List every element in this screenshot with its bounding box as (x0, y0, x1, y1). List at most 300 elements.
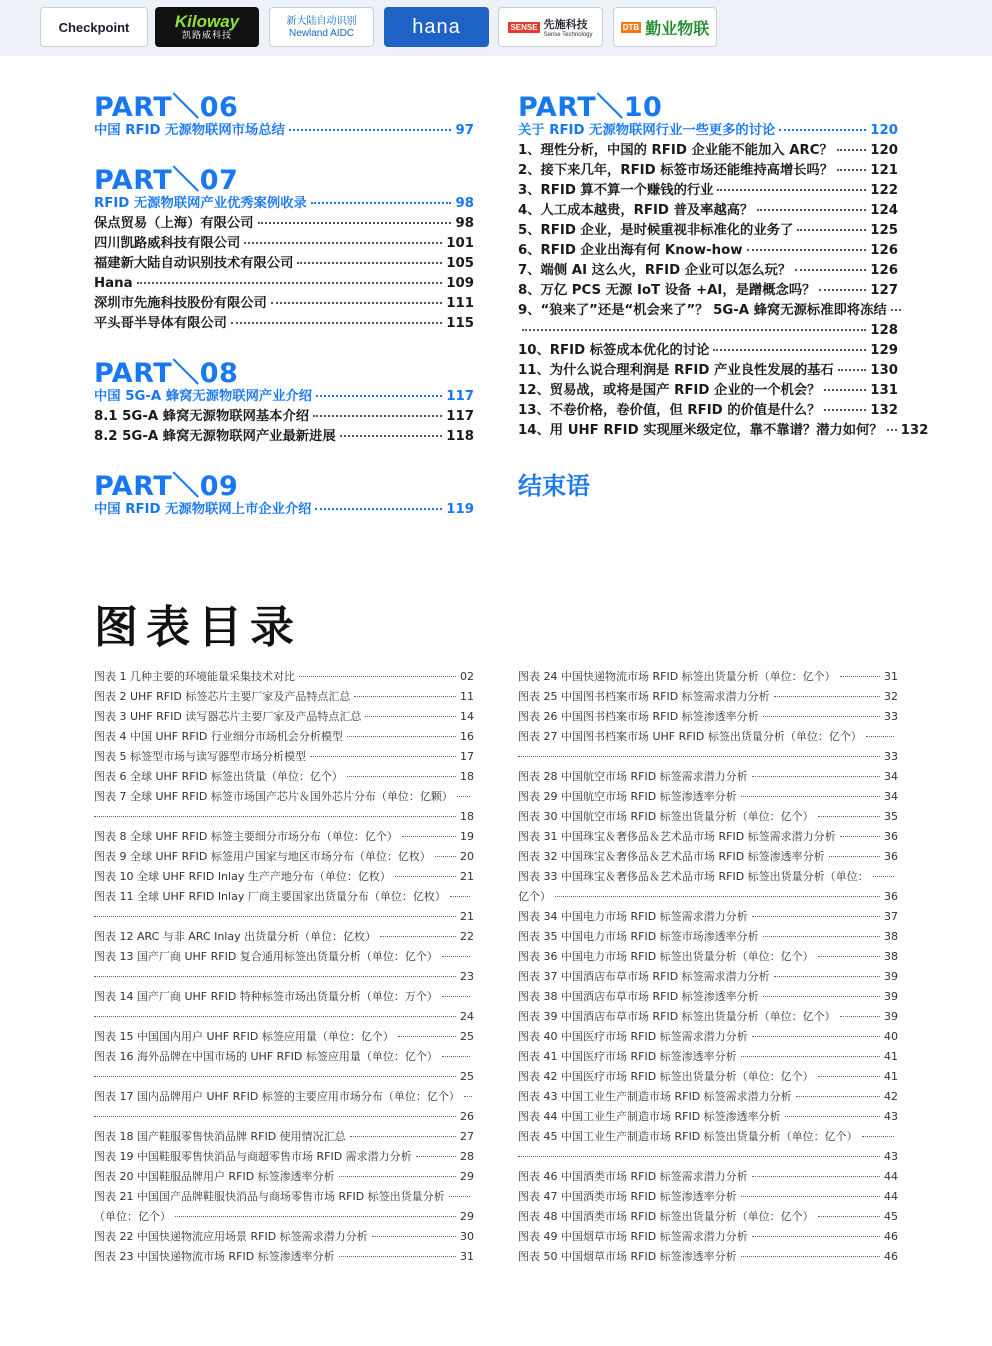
dot-leader (866, 736, 894, 737)
dot-leader (354, 696, 456, 697)
dot-leader (741, 1056, 880, 1057)
entry-label: 图表 17 国内品牌用户 UHF RFID 标签的主要应用市场分布（单位：亿个） (94, 1090, 460, 1103)
dot-leader (450, 896, 470, 897)
dot-leader (297, 262, 442, 264)
dot-leader (752, 1176, 880, 1177)
sense-logo (498, 7, 603, 47)
entry-page-number: 39 (884, 1010, 898, 1023)
dot-leader (774, 696, 880, 697)
entry-label: 图表 36 中国电力市场 RFID 标签出货量分析（单位：亿个） (518, 950, 814, 963)
entry-page-number: 122 (870, 183, 898, 198)
entry-label: 8.1 5G-A 蜂窝无源物联网基本介绍 (94, 409, 310, 424)
figure-entry[interactable] (94, 1127, 474, 1147)
toc-part-subtitle[interactable] (94, 121, 474, 141)
entry-page-number: 44 (884, 1170, 898, 1183)
dot-leader (310, 756, 456, 757)
entry-label: 平头哥半导体有限公司 (94, 316, 227, 331)
dot-leader (747, 249, 867, 251)
entry-label: 中国 RFID 无源物联网上市企业介绍 (94, 502, 312, 517)
dot-leader (339, 1256, 456, 1257)
figure-entry[interactable] (94, 847, 474, 867)
entry-label: 8、万亿 PCS 无源 IoT 设备 +AI，是蹭概念吗？ (518, 283, 816, 298)
figure-entry[interactable] (94, 787, 474, 807)
entry-label: 图表 7 全球 UHF RFID 标签市场国产芯片＆国外芯片分布（单位：亿颗） (94, 790, 453, 803)
entry-label: 图表 43 中国工业生产制造市场 RFID 标签需求潜力分析 (518, 1090, 792, 1103)
dot-leader (818, 1216, 880, 1217)
entry-page-number: 111 (446, 296, 474, 311)
sense-logo-subtext: Sense Technology (543, 32, 593, 38)
dot-leader (457, 796, 470, 797)
dot-leader (94, 1116, 456, 1117)
toc-entry[interactable] (518, 221, 898, 241)
toc-part-subtitle[interactable] (94, 500, 474, 520)
entry-page-number: 30 (460, 1230, 474, 1243)
kiloway-logo-text: Kiloway (174, 12, 240, 31)
entry-label: 图表 30 中国航空市场 RFID 标签出货量分析（单位：亿个） (518, 810, 814, 823)
entry-label: 图表 3 UHF RFID 读写器芯片主要厂家及产品特点汇总 (94, 710, 362, 723)
entry-page-number: 125 (870, 223, 898, 238)
entry-page-number: 25 (460, 1030, 474, 1043)
entry-page-number: 26 (460, 1110, 474, 1123)
entry-page-number: 18 (460, 810, 474, 823)
entry-label: 图表 4 中国 UHF RFID 行业细分市场机会分析模型 (94, 730, 343, 743)
figure-entry[interactable] (518, 727, 898, 747)
entry-label: 图表 10 全球 UHF RFID Inlay 生产产地分布（单位：亿枚） (94, 870, 391, 883)
toc-part-subtitle[interactable] (94, 387, 474, 407)
figure-entry[interactable] (94, 667, 474, 687)
figure-entry[interactable] (518, 1247, 898, 1267)
dot-leader (94, 976, 456, 977)
dot-leader (402, 836, 456, 837)
dtb-logo-text: 勤业物联 (645, 20, 710, 38)
figure-entry[interactable] (518, 1147, 898, 1167)
entry-label: 图表 16 海外品牌在中国市场的 UHF RFID 标签应用量（单位：亿个） (94, 1050, 438, 1063)
figure-entry[interactable] (518, 1227, 898, 1247)
entry-page-number: 124 (870, 203, 898, 218)
toc-entry[interactable] (94, 314, 474, 334)
toc-entry[interactable] (94, 214, 474, 234)
figure-entry[interactable] (94, 1047, 474, 1067)
entry-page-number: 39 (884, 970, 898, 983)
dot-leader (258, 222, 452, 224)
dot-leader (350, 1136, 456, 1137)
figure-entry[interactable] (518, 847, 898, 867)
entry-label: 6、RFID 企业出海有何 Know-how (518, 243, 743, 258)
partner-logo-bar (0, 0, 992, 56)
checkpoint-logo (40, 7, 148, 47)
entry-label: 9、“狼来了”还是“机会来了”？ 5G-A 蜂窝无源标准即将冻结 (518, 303, 887, 318)
entry-page-number: 31 (884, 670, 898, 683)
entry-page-number: 32 (884, 690, 898, 703)
dot-leader (442, 956, 470, 957)
sense-logo-mark: SENSE (510, 22, 538, 32)
figure-entry[interactable] (518, 1187, 898, 1207)
dot-leader (365, 716, 456, 717)
figure-entry[interactable] (94, 1087, 474, 1107)
figure-entry[interactable] (518, 787, 898, 807)
entry-label: 图表 32 中国珠宝＆奢侈品＆艺术品市场 RFID 标签渗透率分析 (518, 850, 825, 863)
entry-page-number: 29 (460, 1210, 474, 1223)
figure-entry[interactable] (94, 747, 474, 767)
entry-label: 关于 RFID 无源物联网行业一些更多的讨论 (518, 123, 776, 138)
figure-entry[interactable] (518, 907, 898, 927)
entry-page-number: 19 (460, 830, 474, 843)
figure-entry[interactable] (518, 827, 898, 847)
figure-entry[interactable] (518, 1027, 898, 1047)
dot-leader (757, 209, 866, 211)
entry-label: 图表 39 中国酒店布草市场 RFID 标签出货量分析（单位：亿个） (518, 1010, 836, 1023)
entry-page-number: 34 (884, 790, 898, 803)
entry-label: 图表 48 中国酒类市场 RFID 标签出货量分析（单位：亿个） (518, 1210, 814, 1223)
entry-label: （单位：亿个） (94, 1210, 171, 1223)
entry-page-number: 36 (884, 890, 898, 903)
entry-label: 图表 5 标签型市场与读写器型市场分析模型 (94, 750, 306, 763)
dot-leader (837, 149, 866, 151)
figure-entry[interactable] (518, 1107, 898, 1127)
dot-leader (435, 856, 456, 857)
figure-entry[interactable] (94, 1207, 474, 1227)
kiloway-logo (155, 7, 259, 47)
entry-label: 图表 23 中国快递物流市场 RFID 标签渗透率分析 (94, 1250, 335, 1263)
entry-page-number: 98 (455, 216, 474, 231)
dot-leader (518, 1156, 880, 1157)
dot-leader (887, 429, 897, 431)
dot-leader (339, 1176, 456, 1177)
dot-leader (175, 1216, 456, 1217)
dot-leader (464, 1096, 472, 1097)
toc-entry[interactable] (94, 254, 474, 274)
entry-label: 图表 40 中国医疗市场 RFID 标签需求潜力分析 (518, 1030, 748, 1043)
entry-label: 10、RFID 标签成本优化的讨论 (518, 343, 710, 358)
entry-label: 14、用 UHF RFID 实现厘米级定位，靠不靠谱？潜力如何？ (518, 423, 883, 438)
part-heading[interactable]: PART＼07 (94, 165, 239, 196)
figure-entry[interactable] (518, 987, 898, 1007)
figure-entry[interactable] (518, 707, 898, 727)
figure-entry[interactable] (518, 1047, 898, 1067)
figure-entry[interactable] (94, 767, 474, 787)
dot-leader (299, 676, 456, 677)
entry-label: 1、理性分析，中国的 RFID 企业能不能加入 ARC？ (518, 143, 833, 158)
entry-label: 图表 44 中国工业生产制造市场 RFID 标签渗透率分析 (518, 1110, 781, 1123)
figure-entry[interactable] (94, 927, 474, 947)
dot-leader (313, 415, 442, 417)
entry-label: 图表 9 全球 UHF RFID 标签用户国家与地区市场分布（单位：亿枚） (94, 850, 431, 863)
entry-page-number: 127 (870, 283, 898, 298)
figure-entry[interactable] (518, 687, 898, 707)
entry-page-number: 33 (884, 710, 898, 723)
toc-entry[interactable] (94, 234, 474, 254)
entry-page-number: 109 (446, 276, 474, 291)
entry-page-number: 101 (446, 236, 474, 251)
dtb-logo (613, 7, 717, 47)
entry-page-number: 36 (884, 830, 898, 843)
entry-label: 3、RFID 算不算一个赚钱的行业 (518, 183, 714, 198)
figure-entry[interactable] (94, 1247, 474, 1267)
entry-label: 图表 14 国产厂商 UHF RFID 特种标签市场出货量分析（单位：万个） (94, 990, 438, 1003)
dot-leader (779, 129, 866, 131)
entry-page-number: 31 (460, 1250, 474, 1263)
figure-entry[interactable] (94, 967, 474, 987)
toc-entry[interactable] (94, 407, 474, 427)
figure-entry[interactable] (94, 887, 474, 907)
entry-page-number: 132 (870, 403, 898, 418)
entry-page-number: 41 (884, 1070, 898, 1083)
hana-logo-text: hana (412, 15, 461, 38)
entry-label: 12、贸易战，或将是国产 RFID 企业的一个机会？ (518, 383, 821, 398)
toc-entry[interactable] (518, 341, 898, 361)
figure-entry[interactable] (94, 687, 474, 707)
figure-entry[interactable] (518, 667, 898, 687)
dot-leader (818, 956, 880, 957)
toc-entry[interactable] (94, 427, 474, 447)
toc-part-subtitle[interactable] (518, 121, 898, 141)
entry-page-number: 28 (460, 1150, 474, 1163)
entry-label: 深圳市先施科技股份有限公司 (94, 296, 267, 311)
dot-leader (395, 876, 456, 877)
dot-leader (891, 309, 901, 311)
dot-leader (840, 1016, 880, 1017)
part-heading[interactable]: PART＼08 (94, 358, 239, 389)
entry-page-number: 46 (884, 1250, 898, 1263)
dot-leader (752, 1036, 880, 1037)
toc-entry[interactable] (518, 261, 898, 281)
entry-label: 图表 1 几种主要的环境能量采集技术对比 (94, 670, 295, 683)
toc-entry[interactable] (518, 401, 898, 421)
dot-leader (824, 389, 866, 391)
entry-page-number: 24 (460, 1010, 474, 1023)
figure-entry[interactable] (94, 867, 474, 887)
entry-page-number: 43 (884, 1150, 898, 1163)
toc-entry[interactable] (518, 301, 898, 321)
entry-page-number: 43 (884, 1110, 898, 1123)
figure-entry[interactable] (94, 1187, 474, 1207)
figure-entry[interactable] (94, 1007, 474, 1027)
figure-entry[interactable] (518, 807, 898, 827)
part-heading[interactable]: PART＼10 (518, 92, 663, 123)
entry-label: 图表 33 中国珠宝＆奢侈品＆艺术品市场 RFID 标签出货量分析（单位： (518, 870, 869, 883)
entry-page-number: 120 (870, 143, 898, 158)
entry-page-number: 117 (446, 409, 474, 424)
figure-entry[interactable] (518, 747, 898, 767)
ending-heading[interactable]: 结束语 (518, 472, 590, 500)
entry-page-number: 21 (460, 910, 474, 923)
figure-entry[interactable] (94, 1067, 474, 1087)
entry-page-number: 128 (870, 323, 898, 338)
figures-index-title: 图表目录 (94, 602, 302, 653)
entry-page-number: 132 (900, 423, 929, 438)
entry-page-number: 126 (870, 243, 898, 258)
entry-label: 7、端侧 AI 这么火，RFID 企业可以怎么玩？ (518, 263, 792, 278)
dot-leader (244, 242, 442, 244)
toc-part-subtitle[interactable] (94, 194, 474, 214)
dot-leader (774, 976, 880, 977)
dot-leader (94, 1076, 456, 1077)
entry-label: 图表 20 中国鞋服品牌用户 RFID 标签渗透率分析 (94, 1170, 335, 1183)
entry-label: 图表 45 中国工业生产制造市场 RFID 标签出货量分析（单位：亿个） (518, 1130, 858, 1143)
dot-leader (398, 1036, 456, 1037)
entry-page-number: 35 (884, 810, 898, 823)
figure-entry[interactable] (518, 1007, 898, 1027)
toc-entry[interactable] (518, 181, 898, 201)
entry-label: 图表 31 中国珠宝＆奢侈品＆艺术品市场 RFID 标签需求潜力分析 (518, 830, 836, 843)
figure-entry[interactable] (94, 987, 474, 1007)
entry-page-number: 25 (460, 1070, 474, 1083)
entry-page-number: 105 (446, 256, 474, 271)
entry-page-number: 41 (884, 1050, 898, 1063)
figure-entry[interactable] (518, 947, 898, 967)
dot-leader (713, 349, 866, 351)
figure-entry[interactable] (94, 1107, 474, 1127)
entry-page-number: 34 (884, 770, 898, 783)
dot-leader (442, 996, 470, 997)
entry-page-number: 44 (884, 1190, 898, 1203)
kiloway-logo-subtext: 凯路威科技 (181, 30, 232, 40)
dot-leader (824, 409, 866, 411)
entry-label: RFID 无源物联网产业优秀案例收录 (94, 196, 307, 211)
entry-page-number: 23 (460, 970, 474, 983)
entry-label: 图表 41 中国医疗市场 RFID 标签渗透率分析 (518, 1050, 737, 1063)
toc-entry[interactable] (518, 361, 898, 381)
figure-entry[interactable] (94, 807, 474, 827)
entry-page-number: 121 (870, 163, 898, 178)
dot-leader (289, 129, 452, 131)
dot-leader (838, 369, 867, 371)
entry-page-number: 02 (460, 670, 474, 683)
figure-entry[interactable] (94, 1027, 474, 1047)
entry-label: Hana (94, 276, 133, 291)
entry-page-number: 40 (884, 1030, 898, 1043)
dot-leader (271, 302, 442, 304)
entry-label: 2、接下来几年，RFID 标签市场还能维持高增长吗？ (518, 163, 834, 178)
dot-leader (449, 1196, 470, 1197)
dot-leader (442, 1056, 470, 1057)
entry-label: 图表 21 中国国产品牌鞋服快消品与商场零售市场 RFID 标签出货量分析 (94, 1190, 445, 1203)
entry-page-number: 33 (884, 750, 898, 763)
dot-leader (763, 936, 880, 937)
figure-entry[interactable] (94, 707, 474, 727)
toc-entry[interactable] (518, 241, 898, 261)
figure-entry[interactable] (518, 887, 898, 907)
checkpoint-logo-text: Checkpoint (58, 19, 130, 35)
figure-entry[interactable] (518, 1127, 898, 1147)
entry-page-number: 117 (446, 389, 474, 404)
dot-leader (94, 916, 456, 917)
entry-page-number: 98 (455, 196, 474, 211)
figure-entry[interactable] (518, 1087, 898, 1107)
dot-leader (797, 229, 866, 231)
entry-page-number: 131 (870, 383, 898, 398)
dot-leader (837, 169, 866, 171)
figure-entry[interactable] (94, 1227, 474, 1247)
entry-page-number: 39 (884, 990, 898, 1003)
dot-leader (340, 435, 443, 437)
dot-leader (717, 189, 866, 191)
entry-label: 图表 28 中国航空市场 RFID 标签需求潜力分析 (518, 770, 748, 783)
figure-entry[interactable] (94, 947, 474, 967)
entry-label: 图表 47 中国酒类市场 RFID 标签渗透率分析 (518, 1190, 737, 1203)
entry-label: 图表 34 中国电力市场 RFID 标签需求潜力分析 (518, 910, 748, 923)
toc-entry[interactable] (518, 201, 898, 221)
dot-leader (763, 716, 880, 717)
dot-leader (741, 796, 880, 797)
entry-label: 福建新大陆自动识别技术有限公司 (94, 256, 294, 271)
figure-entry[interactable] (94, 1147, 474, 1167)
entry-label: 图表 26 中国图书档案市场 RFID 标签渗透率分析 (518, 710, 759, 723)
dot-leader (862, 1136, 894, 1137)
entry-page-number: 38 (884, 950, 898, 963)
entry-label: 8.2 5G-A 蜂窝无源物联网产业最新进展 (94, 429, 336, 444)
entry-label: 图表 22 中国快递物流应用场景 RFID 标签需求潜力分析 (94, 1230, 368, 1243)
toc-entry[interactable] (94, 274, 474, 294)
dot-leader (94, 816, 456, 817)
entry-label: 保点贸易（上海）有限公司 (94, 216, 254, 231)
entry-label: 图表 13 国产厂商 UHF RFID 复合通用标签出货量分析（单位：亿个） (94, 950, 438, 963)
dot-leader (522, 329, 866, 331)
dot-leader (316, 395, 442, 397)
entry-page-number: 130 (870, 363, 898, 378)
entry-label: 图表 19 中国鞋服零售快消品与商超零售市场 RFID 需求潜力分析 (94, 1150, 412, 1163)
entry-page-number: 42 (884, 1090, 898, 1103)
dot-leader (372, 1236, 456, 1237)
entry-label: 图表 42 中国医疗市场 RFID 标签出货量分析（单位：亿个） (518, 1070, 814, 1083)
figure-entry[interactable] (518, 867, 898, 887)
part-heading[interactable]: PART＼09 (94, 471, 239, 502)
figure-entry[interactable] (518, 1067, 898, 1087)
toc-entry[interactable] (94, 294, 474, 314)
entry-page-number: 120 (870, 123, 898, 138)
figure-entry[interactable] (518, 967, 898, 987)
figure-entry[interactable] (518, 927, 898, 947)
entry-label: 图表 49 中国烟草市场 RFID 标签需求潜力分析 (518, 1230, 748, 1243)
figure-entry[interactable] (94, 1167, 474, 1187)
entry-label: 图表 38 中国酒店布草市场 RFID 标签渗透率分析 (518, 990, 759, 1003)
toc-entry[interactable] (518, 381, 898, 401)
entry-label: 5、RFID 企业，是时候重视非标准化的业务了 (518, 223, 794, 238)
figure-entry[interactable] (94, 907, 474, 927)
dot-leader (311, 202, 452, 204)
entry-label: 图表 12 ARC 与非 ARC Inlay 出货量分析（单位：亿枚） (94, 930, 377, 943)
toc-entry[interactable] (518, 421, 929, 441)
sense-logo-text: 先施科技 (543, 19, 588, 31)
entry-page-number: 45 (884, 1210, 898, 1223)
figure-entry[interactable] (518, 1167, 898, 1187)
figure-entry[interactable] (94, 727, 474, 747)
dot-leader (315, 508, 442, 510)
entry-label: 4、人工成本越贵，RFID 普及率越高？ (518, 203, 754, 218)
figure-entry[interactable] (518, 1207, 898, 1227)
dot-leader (518, 756, 880, 757)
entry-page-number: 16 (460, 730, 474, 743)
dot-leader (796, 1096, 880, 1097)
entry-label: 图表 6 全球 UHF RFID 标签出货量（单位：亿个） (94, 770, 343, 783)
entry-label: 图表 27 中国图书档案市场 UHF RFID 标签出货量分析（单位：亿个） (518, 730, 862, 743)
figure-entry[interactable] (94, 827, 474, 847)
dot-leader (818, 1076, 880, 1077)
entry-page-number: 37 (884, 910, 898, 923)
toc-entry[interactable] (518, 321, 898, 341)
entry-label: 13、不卷价格，卷价值，但 RFID 的价值是什么？ (518, 403, 821, 418)
entry-label: 中国 RFID 无源物联网市场总结 (94, 123, 285, 138)
toc-entry[interactable] (518, 281, 898, 301)
part-heading[interactable]: PART＼06 (94, 92, 239, 123)
entry-label: 图表 35 中国电力市场 RFID 标签市场渗透率分析 (518, 930, 759, 943)
toc-entry[interactable] (518, 141, 898, 161)
figure-entry[interactable] (518, 767, 898, 787)
entry-label: 11、为什么说合理利润是 RFID 产业良性发展的基石 (518, 363, 834, 378)
toc-entry[interactable] (518, 161, 898, 181)
dot-leader (231, 322, 442, 324)
hana-logo (384, 7, 489, 47)
